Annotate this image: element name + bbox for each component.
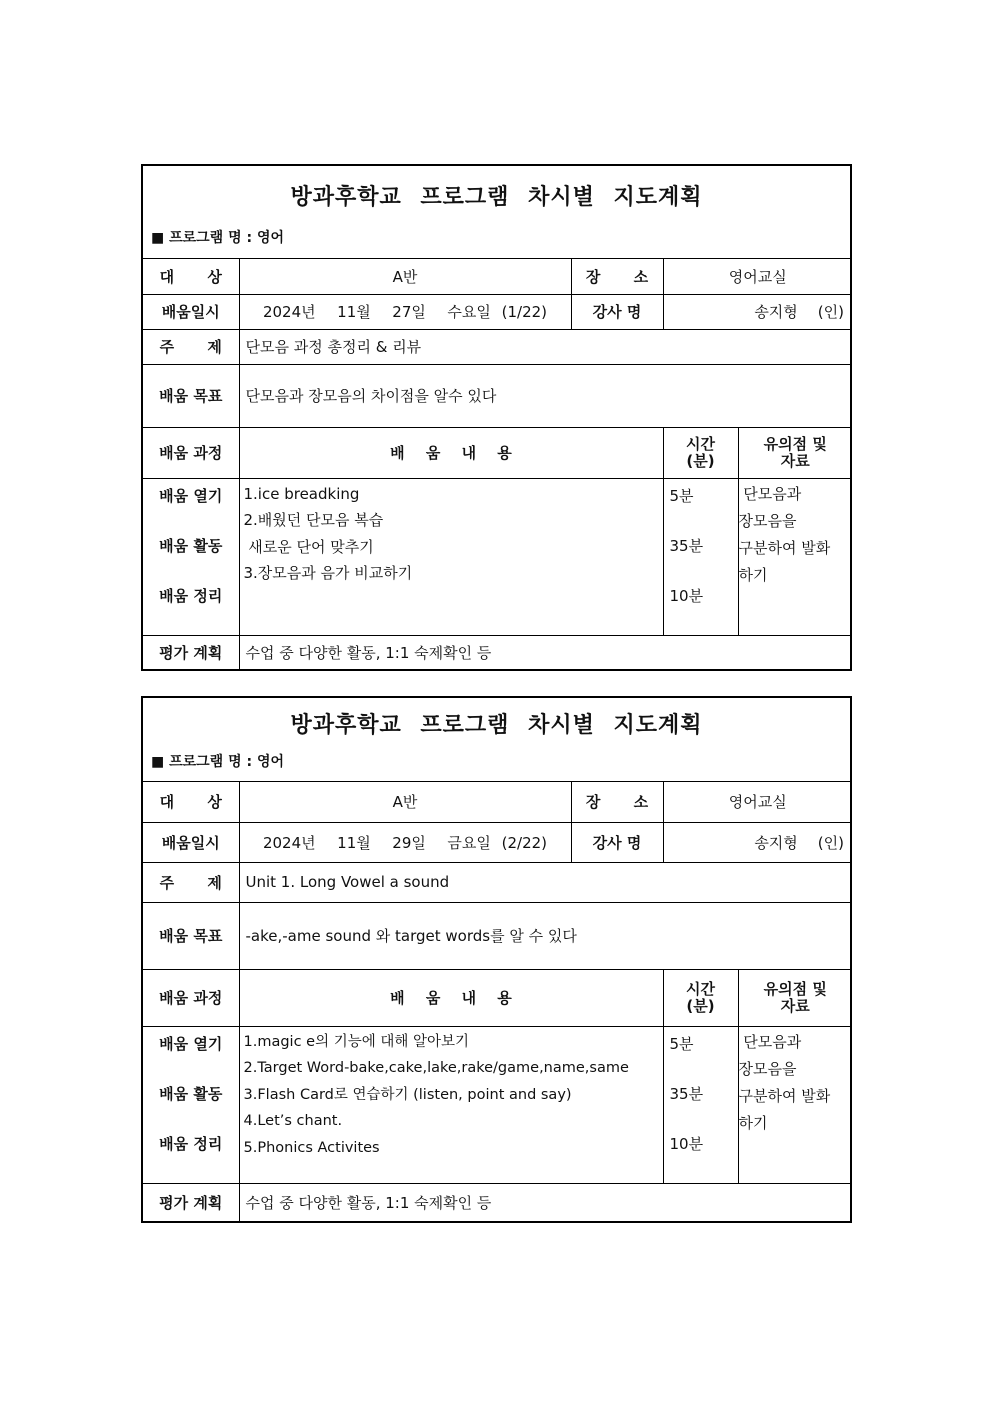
notes-header-line-2: 자료 bbox=[780, 996, 810, 1015]
lesson-plan-2 bbox=[141, 696, 852, 1223]
time-header-line-1: 시간 bbox=[686, 979, 715, 998]
lesson-plan-1 bbox=[141, 164, 852, 671]
stage-open-label: 배움 열기 bbox=[159, 1034, 223, 1053]
eval-label: 평가 계획 bbox=[143, 1183, 239, 1221]
stage-wrap-label: 배움 정리 bbox=[159, 586, 223, 605]
time-header-line-2: (분) bbox=[686, 996, 715, 1015]
teacher-name: 송지형 bbox=[754, 303, 798, 321]
page-title: 방과후학교 프로그램 차시별 지도계획 bbox=[290, 712, 703, 738]
content-line: 2.배웠던 단모음 복습 bbox=[243, 511, 384, 529]
notes-header-line-2: 자료 bbox=[780, 451, 810, 470]
time-open: 5분 bbox=[669, 1034, 694, 1053]
program-name: ■ 프로그램 명 : 영어 bbox=[151, 754, 284, 770]
goal-value: -ake,-ame sound 와 target words를 알 수 있다 bbox=[239, 902, 852, 969]
content-list bbox=[239, 1026, 663, 1183]
target-label: 대 상 bbox=[143, 782, 239, 822]
target-label: 대 상 bbox=[143, 259, 239, 294]
plan-table bbox=[143, 259, 852, 669]
eval-value: 수업 중 다양한 활동, 1:1 숙제확인 등 bbox=[239, 1183, 852, 1221]
content-line: 1.magic e의 기능에 대해 알아보기 bbox=[243, 1033, 469, 1050]
notes-header-line-1: 유의점 및 bbox=[763, 434, 827, 453]
topic-value: 단모음 과정 총정리 & 리뷰 bbox=[239, 329, 852, 364]
teacher-value bbox=[663, 294, 852, 329]
note-line: 단모음과 bbox=[738, 484, 802, 503]
topic-value: Unit 1. Long Vowel a sound bbox=[239, 862, 852, 902]
program-name: ■ 프로그램 명 : 영어 bbox=[151, 230, 284, 246]
date-value: 2024년 11월 27일 수요일 (1/22) bbox=[239, 294, 571, 329]
place-label: 장 소 bbox=[571, 782, 663, 822]
teacher-label: 강사 명 bbox=[571, 294, 663, 329]
place-value: 영어교실 bbox=[663, 259, 852, 294]
notes-header bbox=[738, 969, 852, 1026]
content-line: 새로운 단어 맞추기 bbox=[243, 537, 374, 556]
place-label: 장 소 bbox=[571, 259, 663, 294]
content-line: 3.장모음과 음가 비교하기 bbox=[243, 564, 413, 582]
note-line: 장모음을 bbox=[738, 511, 797, 530]
content-line: 3.Flash Card로 연습하기 (listen, point and say) bbox=[243, 1086, 572, 1103]
notes-list bbox=[738, 1026, 852, 1183]
plan-header bbox=[143, 698, 850, 782]
note-line: 하기 bbox=[738, 1113, 768, 1132]
content-header: 배 움 내 용 bbox=[239, 969, 663, 1026]
topic-label: 주 제 bbox=[143, 862, 239, 902]
teacher-value bbox=[663, 822, 852, 862]
content-list bbox=[239, 478, 663, 635]
process-label: 배움 과정 bbox=[143, 969, 239, 1026]
topic-label: 주 제 bbox=[143, 329, 239, 364]
notes-header-line-1: 유의점 및 bbox=[763, 979, 827, 998]
eval-value: 수업 중 다양한 활동, 1:1 숙제확인 등 bbox=[239, 635, 852, 669]
stage-labels bbox=[143, 478, 239, 635]
teacher-label: 강사 명 bbox=[571, 822, 663, 862]
page-title: 방과후학교 프로그램 차시별 지도계획 bbox=[290, 184, 703, 210]
note-line: 장모음을 bbox=[738, 1059, 797, 1078]
date-label: 배움일시 bbox=[143, 294, 239, 329]
time-header-line-2: (분) bbox=[686, 451, 715, 470]
note-line: 하기 bbox=[738, 565, 768, 584]
place-value: 영어교실 bbox=[663, 782, 852, 822]
time-list bbox=[663, 1026, 738, 1183]
date-value: 2024년 11월 29일 금요일 (2/22) bbox=[239, 822, 571, 862]
stage-activity-label: 배움 활동 bbox=[159, 1084, 223, 1103]
notes-header bbox=[738, 427, 852, 478]
time-open: 5분 bbox=[669, 486, 694, 505]
content-line: 2.Target Word-bake,cake,lake,rake/game,name,same bbox=[243, 1060, 629, 1076]
seal-mark: (인) bbox=[817, 833, 844, 852]
goal-label: 배움 목표 bbox=[143, 902, 239, 969]
stage-labels bbox=[143, 1026, 239, 1183]
plan-table bbox=[143, 782, 852, 1221]
time-header bbox=[663, 427, 738, 478]
eval-label: 평가 계획 bbox=[143, 635, 239, 669]
seal-mark: (인) bbox=[817, 303, 844, 321]
time-header bbox=[663, 969, 738, 1026]
time-wrap: 10분 bbox=[669, 586, 704, 605]
teacher-name: 송지형 bbox=[754, 833, 798, 852]
time-header-line-1: 시간 bbox=[686, 434, 715, 453]
target-value: A반 bbox=[239, 782, 571, 822]
note-line: 구분하여 발화 bbox=[738, 1086, 831, 1105]
goal-value: 단모음과 장모음의 차이점을 알수 있다 bbox=[239, 364, 852, 427]
plan-header bbox=[143, 166, 850, 259]
note-line: 단모음과 bbox=[738, 1032, 802, 1051]
time-list bbox=[663, 478, 738, 635]
content-line: 1.ice breadking bbox=[243, 484, 360, 503]
stage-open-label: 배움 열기 bbox=[159, 486, 223, 505]
goal-label: 배움 목표 bbox=[143, 364, 239, 427]
content-line: 5.Phonics Activites bbox=[243, 1139, 380, 1156]
process-label: 배움 과정 bbox=[143, 427, 239, 478]
content-header: 배 움 내 용 bbox=[239, 427, 663, 478]
note-line: 구분하여 발화 bbox=[738, 538, 831, 557]
stage-wrap-label: 배움 정리 bbox=[159, 1134, 223, 1153]
notes-list bbox=[738, 478, 852, 635]
date-label: 배움일시 bbox=[143, 822, 239, 862]
target-value: A반 bbox=[239, 259, 571, 294]
time-activity: 35분 bbox=[669, 536, 704, 555]
stage-activity-label: 배움 활동 bbox=[159, 536, 223, 555]
time-wrap: 10분 bbox=[669, 1134, 704, 1153]
time-activity: 35분 bbox=[669, 1084, 704, 1103]
content-line: 4.Let’s chant. bbox=[243, 1113, 343, 1129]
